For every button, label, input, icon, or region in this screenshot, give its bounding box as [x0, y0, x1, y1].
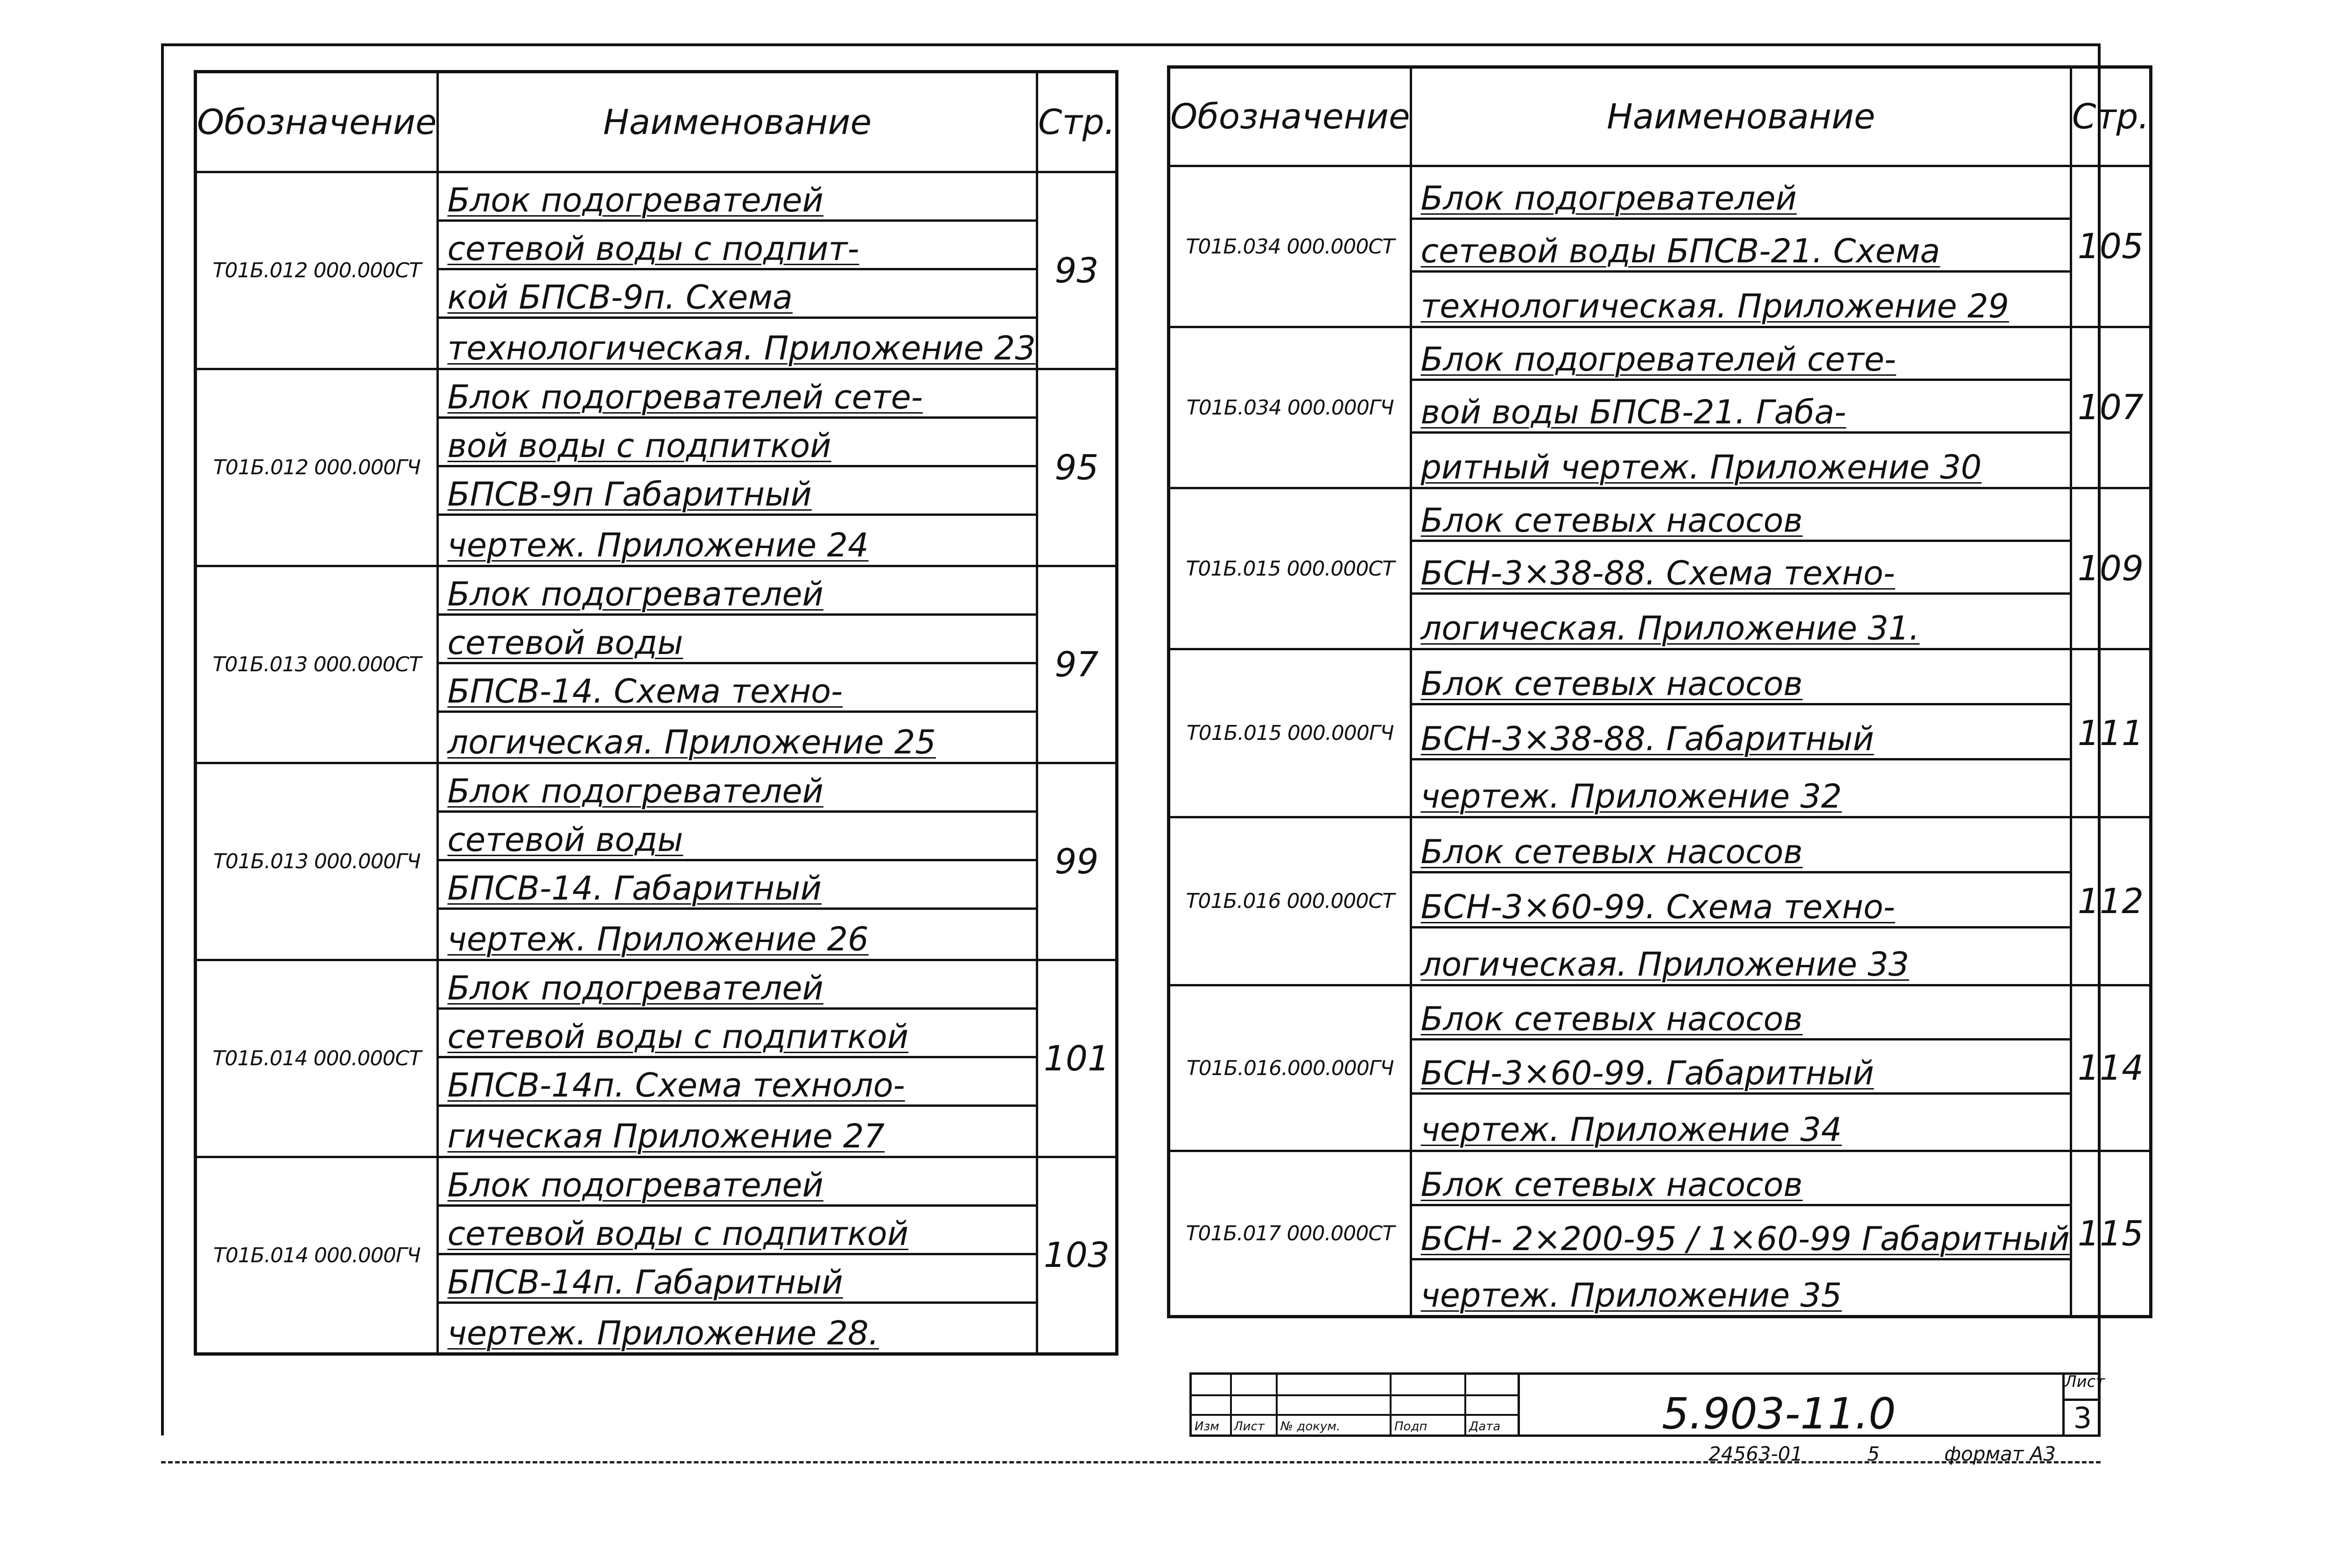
name-line: кой БПСВ-9п. Схема: [439, 270, 1035, 319]
name-line: Блок подогревателей: [439, 961, 1035, 1010]
designation-cell: Т01Б.016 000.000СТ: [1169, 817, 1411, 985]
designation-cell: Т01Б.016.000.000ГЧ: [1169, 985, 1411, 1151]
table-row: [1169, 817, 2151, 985]
name-line: Блок сетевых насосов: [1412, 650, 2069, 705]
name-line: сетевой воды с подпиткой: [439, 1010, 1035, 1058]
header-name: Наименование: [438, 72, 1037, 172]
right-contents-table: [1167, 65, 2152, 1318]
name-line: БСН-3×38-88. Габаритный: [1412, 705, 2069, 760]
name-line: БСН-3×60-99. Габаритный: [1412, 1041, 2069, 1095]
name-line: Блок подогревателей сете-: [1412, 328, 2069, 381]
page-cell: 115: [2071, 1151, 2151, 1317]
table-row: [196, 172, 1117, 369]
name-line: чертеж. Приложение 34: [1420, 1111, 1842, 1149]
label-izm: Изм: [1195, 1420, 1219, 1434]
name-line: Блок подогревателей сете-: [439, 370, 1035, 419]
name-line: БПСВ-14п. Габаритный: [439, 1255, 1035, 1304]
table-row: [196, 566, 1117, 763]
name-cell: [1411, 985, 2071, 1151]
table-row: [1169, 327, 2151, 488]
designation-cell: Т01Б.012 000.000СТ: [196, 172, 438, 369]
name-cell: [438, 960, 1037, 1157]
name-cell: [438, 566, 1037, 763]
title-block: [1189, 1372, 2101, 1437]
label-list: Лист: [1234, 1420, 1265, 1434]
document-code: 5.903-11.0: [1662, 1389, 1896, 1439]
name-line: БСН-3×38-88. Схема техно-: [1412, 542, 2069, 595]
name-line: Блок подогревателей: [439, 764, 1035, 813]
page-cell: 93: [1037, 172, 1117, 369]
header-code: Обозначение: [1169, 67, 1411, 166]
name-line: чертеж. Приложение 24: [447, 526, 869, 564]
name-line: сетевой воды: [439, 616, 1035, 664]
table-row: [1169, 166, 2151, 327]
page-cell: 107: [2071, 327, 2151, 488]
table-row: [196, 369, 1117, 566]
name-cell: [1411, 327, 2071, 488]
header-page: Стр.: [1037, 72, 1117, 172]
name-line: БСН-3×60-99. Схема техно-: [1412, 873, 2069, 928]
copy-number: 5: [1867, 1442, 1880, 1465]
name-line: сетевой воды с подпит-: [439, 222, 1035, 270]
name-line: БПСВ-9п Габаритный: [439, 467, 1035, 516]
name-line: чертеж. Приложение 28.: [447, 1314, 879, 1352]
designation-cell: Т01Б.015 000.000СТ: [1169, 488, 1411, 649]
page-cell: 103: [1037, 1157, 1117, 1354]
designation-cell: Т01Б.017 000.000СТ: [1169, 1151, 1411, 1317]
name-line: логическая. Приложение 25: [447, 723, 936, 761]
name-line: Блок сетевых насосов: [1412, 1152, 2069, 1206]
page-cell: 99: [1037, 763, 1117, 960]
page-cell: 109: [2071, 488, 2151, 649]
header-code: Обозначение: [196, 72, 438, 172]
name-line: БПСВ-14. Габаритный: [439, 861, 1035, 910]
designation-cell: Т01Б.013 000.000ГЧ: [196, 763, 438, 960]
page-cell: 112: [2071, 817, 2151, 985]
name-line: сетевой воды с подпиткой: [439, 1207, 1035, 1255]
name-line: БСН- 2×200-95 / 1×60-99 Габаритный: [1412, 1206, 2069, 1260]
designation-cell: Т01Б.014 000.000СТ: [196, 960, 438, 1157]
paper-format: формат А3: [1944, 1442, 2056, 1465]
name-line: сетевой воды: [439, 813, 1035, 861]
designation-cell: Т01Б.012 000.000ГЧ: [196, 369, 438, 566]
name-line: Блок сетевых насосов: [1412, 818, 2069, 873]
label-podp: Подп: [1394, 1420, 1427, 1434]
name-line: сетевой воды БПСВ-21. Схема: [1412, 220, 2069, 273]
name-cell: [1411, 488, 2071, 649]
page-cell: 101: [1037, 960, 1117, 1157]
name-line: чертеж. Приложение 32: [1420, 777, 1842, 816]
designation-cell: Т01Б.014 000.000ГЧ: [196, 1157, 438, 1354]
header-page: Стр.: [2071, 67, 2151, 166]
header-name: Наименование: [1411, 67, 2071, 166]
designation-cell: Т01Б.015 000.000ГЧ: [1169, 649, 1411, 817]
table-row: [1169, 985, 2151, 1151]
page-cell: 105: [2071, 166, 2151, 327]
name-line: логическая. Приложение 33: [1420, 945, 1909, 984]
name-cell: [438, 369, 1037, 566]
page-cell: 97: [1037, 566, 1117, 763]
designation-cell: Т01Б.034 000.000СТ: [1169, 166, 1411, 327]
name-cell: [438, 763, 1037, 960]
name-line: Блок подогревателей: [1412, 167, 2069, 220]
table-row: [196, 763, 1117, 960]
name-cell: [1411, 817, 2071, 985]
name-cell: [1411, 1151, 2071, 1317]
page-cell: 111: [2071, 649, 2151, 817]
table-row: [196, 960, 1117, 1157]
name-line: Блок подогревателей: [439, 1158, 1035, 1207]
name-cell: [438, 1157, 1037, 1354]
name-line: ритный чертеж. Приложение 30: [1420, 448, 1982, 486]
name-line: технологическая. Приложение 29: [1420, 287, 2009, 325]
name-line: БПСВ-14. Схема техно-: [439, 664, 1035, 713]
name-line: БПСВ-14п. Схема техноло-: [439, 1058, 1035, 1107]
table-row: [1169, 1151, 2151, 1317]
name-line: Блок сетевых насосов: [1412, 489, 2069, 542]
cut-line: [161, 1461, 2101, 1463]
name-line: технологическая. Приложение 23: [447, 329, 1036, 367]
name-line: чертеж. Приложение 35: [1420, 1276, 1842, 1315]
inventory-number: 24563-01: [1708, 1442, 1803, 1465]
designation-cell: Т01Б.034 000.000ГЧ: [1169, 327, 1411, 488]
table-row: [1169, 488, 2151, 649]
name-line: вой воды с подпиткой: [439, 419, 1035, 467]
label-data: Дата: [1469, 1420, 1501, 1434]
name-line: чертеж. Приложение 26: [447, 920, 869, 958]
sheet-number-box: [2062, 1372, 2105, 1437]
sheet-number: 3: [2073, 1401, 2092, 1435]
left-contents-table: [194, 70, 1118, 1356]
name-cell: [438, 172, 1037, 369]
name-line: Блок подогревателей: [439, 173, 1035, 222]
name-line: логическая. Приложение 31.: [1420, 609, 1920, 647]
table-row: [196, 1157, 1117, 1354]
table-row: [1169, 649, 2151, 817]
name-line: Блок подогревателей: [439, 567, 1035, 616]
name-cell: [1411, 166, 2071, 327]
name-line: вой воды БПСВ-21. Габа-: [1412, 381, 2069, 434]
name-line: гическая Приложение 27: [447, 1117, 885, 1155]
page-cell: 95: [1037, 369, 1117, 566]
name-cell: [1411, 649, 2071, 817]
label-doc: № докум.: [1280, 1420, 1341, 1434]
designation-cell: Т01Б.013 000.000СТ: [196, 566, 438, 763]
revision-grid: [1192, 1375, 1520, 1434]
sheet-label: Лист: [2065, 1372, 2101, 1401]
name-line: Блок сетевых насосов: [1412, 986, 2069, 1041]
page-cell: 114: [2071, 985, 2151, 1151]
